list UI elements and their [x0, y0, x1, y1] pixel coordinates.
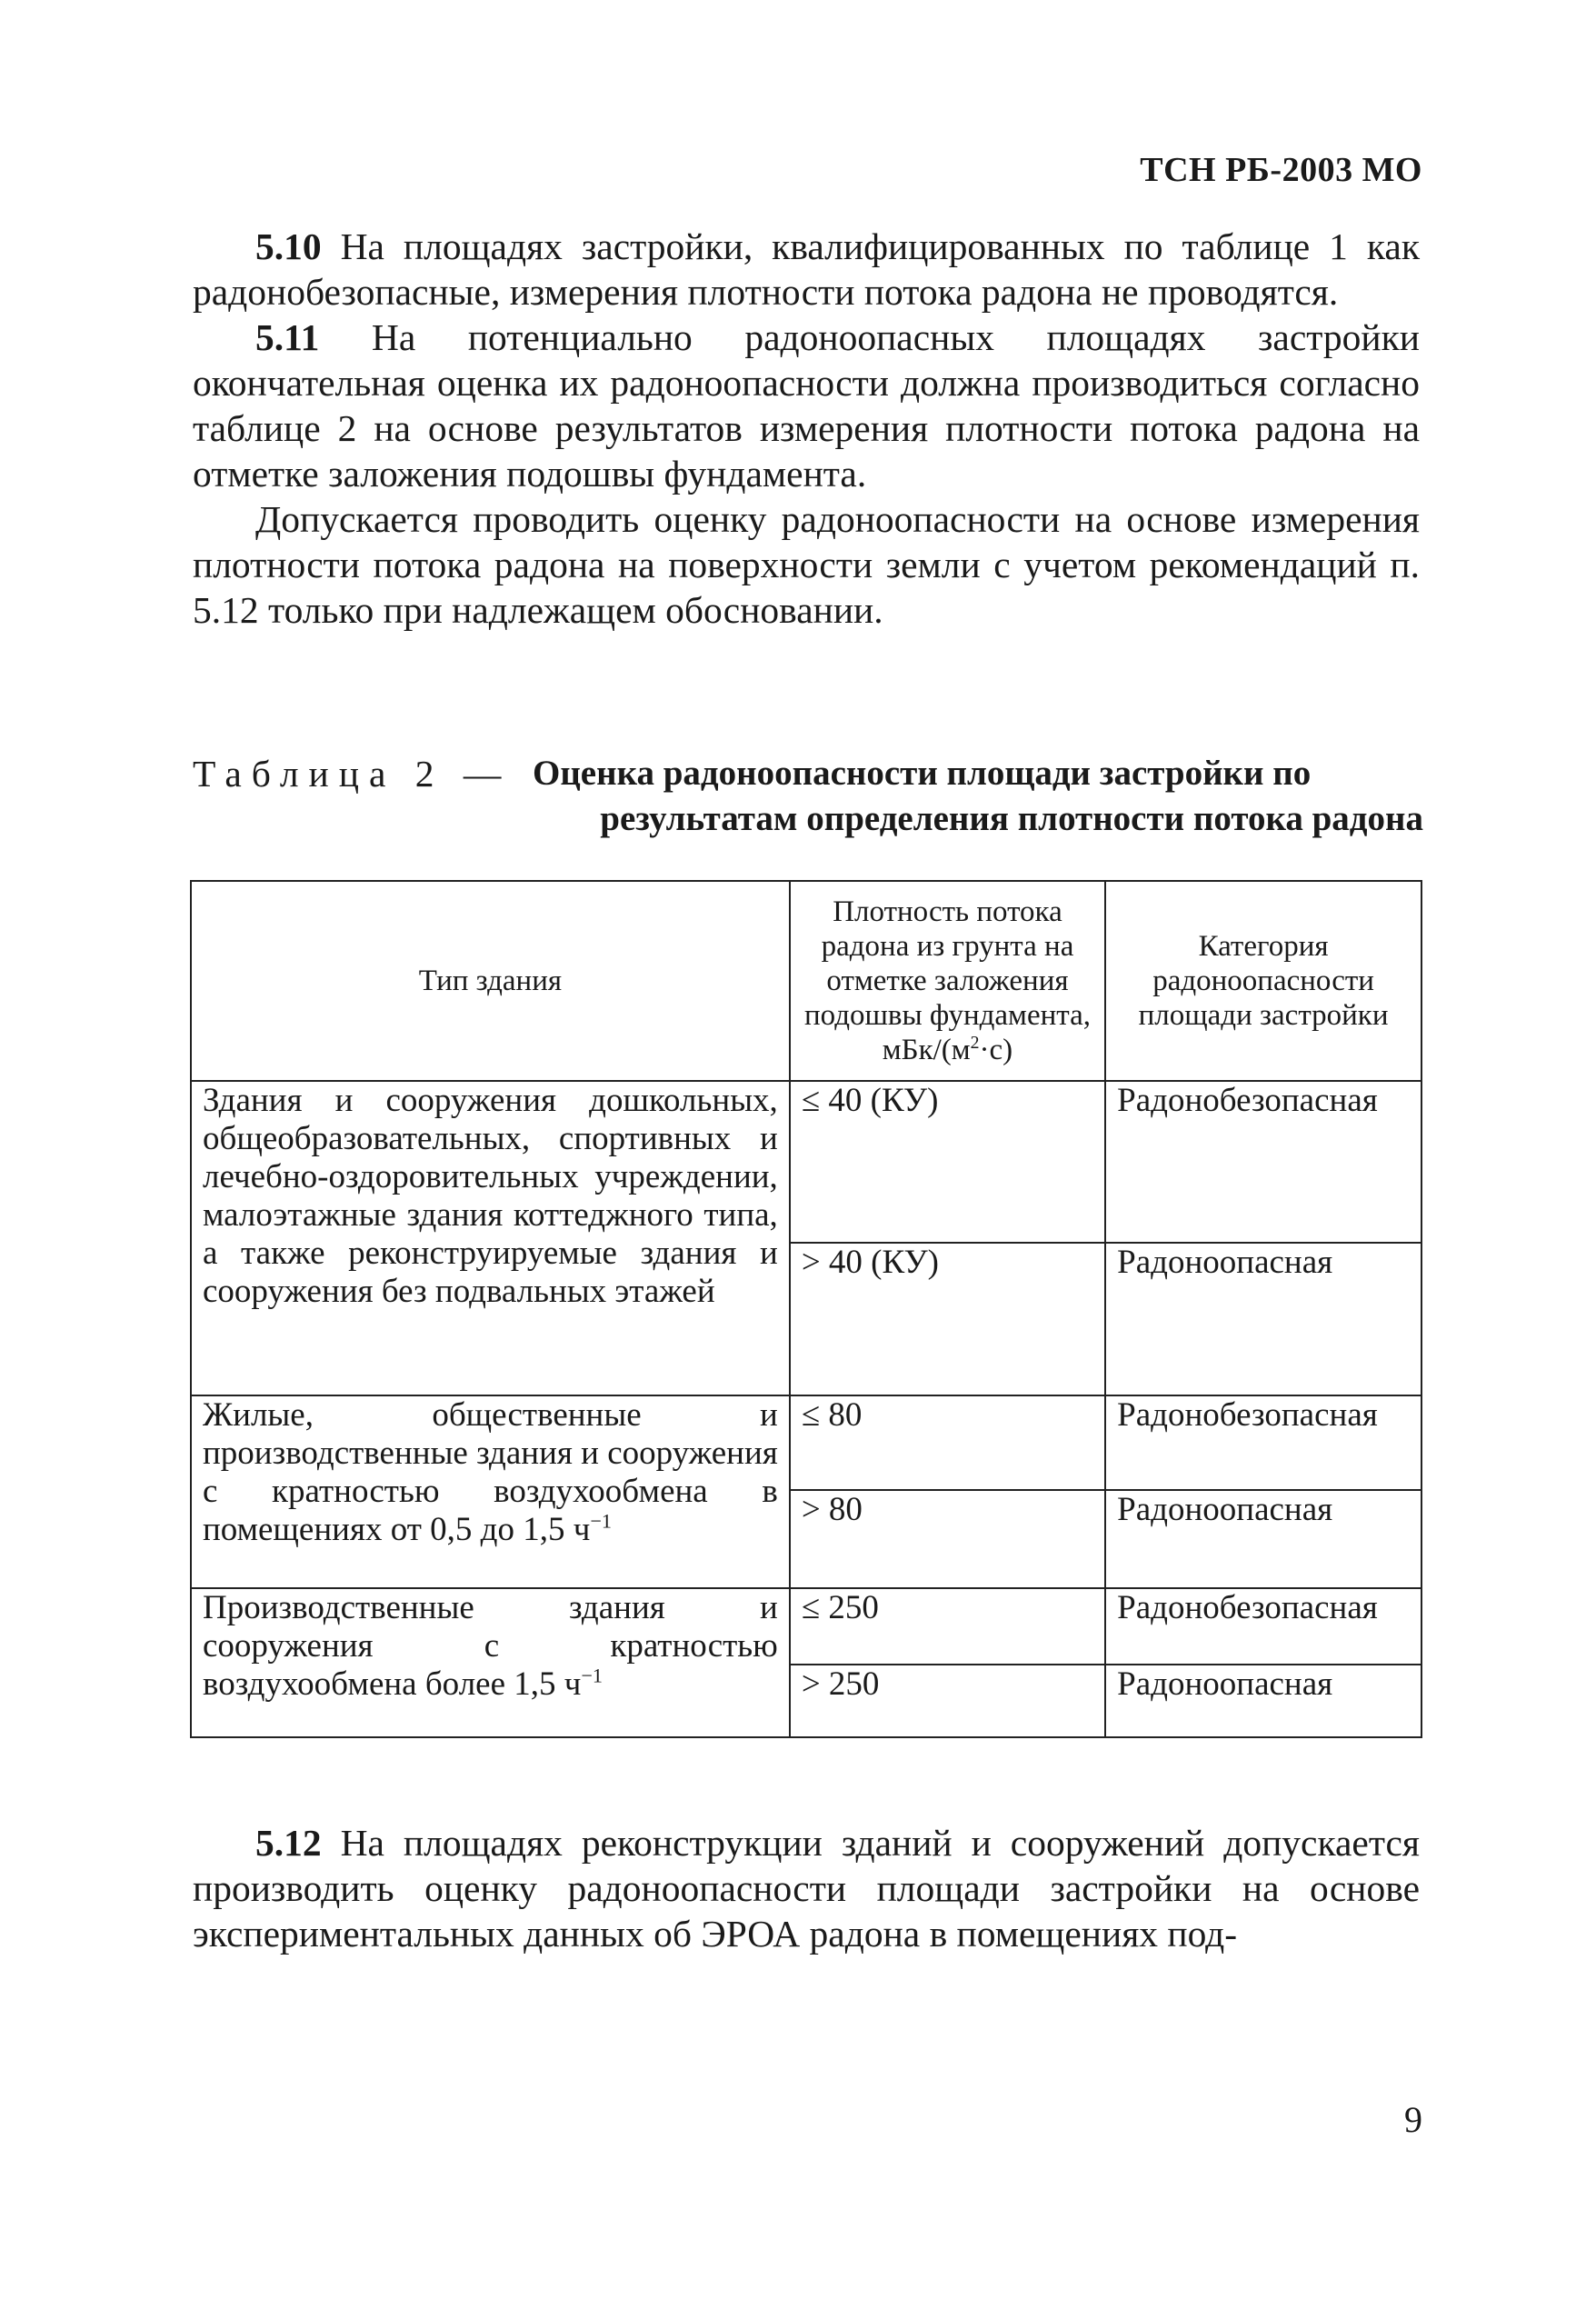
- clause-number: 5.12: [255, 1822, 322, 1864]
- paragraph-5-11: [193, 315, 1420, 496]
- paragraph-text: На площадях застройки, квалифицированных по таблице 1 как радонобезопасные, измерения плотности потока радона не проводятся.: [193, 225, 1420, 313]
- header-flux-text: Плотность потока радона из грунта на отметке заложения подошвы фундамента, мБк/(м: [803, 895, 1091, 1066]
- category-cell: Радоноопасная: [1105, 1243, 1421, 1395]
- table-label: Таблица 2 —: [193, 753, 512, 795]
- header-flux-unit-tail: ·с): [979, 1034, 1013, 1066]
- building-type-text: Жилые, общественные и производственные здания и сооружения с кратностью воздухообмена в помещениях от 0,5 до 1,5 ч: [203, 1396, 778, 1548]
- paragraph-text: Допускается проводить оценку радоноопасности на основе измерения плотности потока радона на поверхности земли с учетом рекомендаций п. 5.12 только при надлежащем обосновании.: [193, 498, 1420, 631]
- unit-superscript: −1: [581, 1664, 603, 1687]
- table-row: [191, 1395, 1421, 1490]
- flux-value-cell: ≤ 250: [790, 1588, 1105, 1665]
- paragraph-permission: [193, 496, 1420, 633]
- header-category: Категория радоноопасности площади застройки: [1105, 881, 1421, 1081]
- table-title-line-1: Оценка радоноопасности площади застройки по: [533, 754, 1312, 793]
- clause-number: 5.10: [255, 225, 322, 267]
- page-number: 9: [1404, 2099, 1422, 2140]
- paragraph-text: На площадях реконструкции зданий и сооружений допускается производить оценку радоноопасности площади застройки на основе экспериментальных данных об ЭРОА радона в помещениях под-: [193, 1822, 1420, 1955]
- paragraph-5-12: [193, 1820, 1420, 1956]
- flux-value-cell: > 40 (КУ): [790, 1243, 1105, 1395]
- flux-value-cell: ≤ 80: [790, 1395, 1105, 1490]
- building-type-text: Здания и сооружения дошкольных, общеобразовательных, спортивных и лечебно-оздоровительных учреждении, малоэтажные здания коттеджного типа, а также реконструируемые здания и сооружения без подвальных этажей: [203, 1082, 778, 1310]
- text-block-bottom: [193, 1820, 1420, 1956]
- table-row: [191, 1081, 1421, 1243]
- header-flux-density: [790, 881, 1105, 1081]
- category-cell: Радонобезопасная: [1105, 1395, 1421, 1490]
- header-flux-superscript: 2: [970, 1033, 980, 1053]
- building-type-cell: [191, 1081, 790, 1395]
- category-cell: Радонобезопасная: [1105, 1081, 1421, 1243]
- building-type-cell: [191, 1588, 790, 1737]
- flux-value-cell: ≤ 40 (КУ): [790, 1081, 1105, 1243]
- category-cell: Радонобезопасная: [1105, 1588, 1421, 1665]
- category-cell: Радоноопасная: [1105, 1665, 1421, 1737]
- category-cell: Радоноопасная: [1105, 1490, 1421, 1588]
- flux-value-cell: > 80: [790, 1490, 1105, 1588]
- table-title-line-2: результатам определения плотности потока радона: [600, 799, 1423, 838]
- building-type-cell: [191, 1395, 790, 1588]
- building-type-text: Производственные здания и сооружения с кратностью воздухообмена более 1,5 ч: [203, 1589, 778, 1703]
- clause-number: 5.11: [255, 316, 320, 358]
- unit-superscript: −1: [590, 1509, 612, 1533]
- radon-assessment-table: [190, 880, 1422, 1738]
- text-block-top: [193, 224, 1420, 633]
- paragraph-text: На потенциально радоноопасных площадях застройки окончательная оценка их радоноопасности должна производиться согласно таблице 2 на основе результатов измерения плотности потока радона на отметке заложения подошвы фундамента.: [193, 316, 1420, 495]
- paragraph-5-10: [193, 224, 1420, 315]
- table-header-row: [191, 881, 1421, 1081]
- header-building-type: Тип здания: [191, 881, 790, 1081]
- table-row: [191, 1588, 1421, 1665]
- table-title: [533, 751, 1423, 842]
- flux-value-cell: > 250: [790, 1665, 1105, 1737]
- document-code: ТСН РБ-2003 МО: [1140, 151, 1422, 189]
